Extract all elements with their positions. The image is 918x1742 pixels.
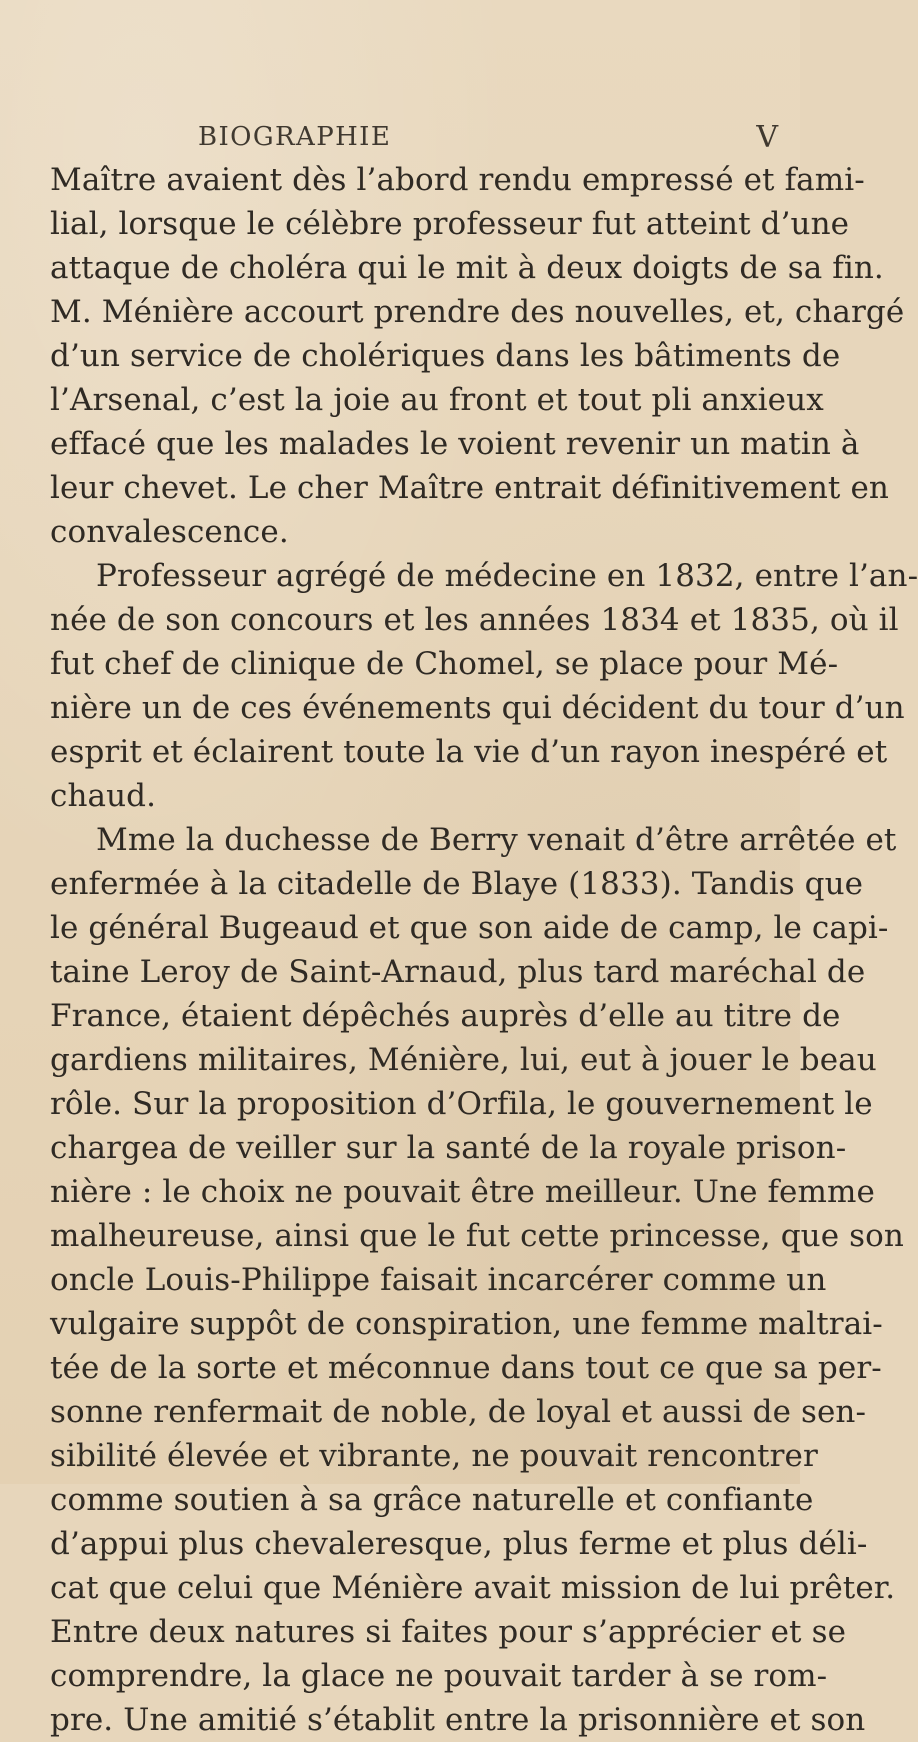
text-line: gardiens militaires, Ménière, lui, eut à jouer le beau [50, 1042, 877, 1078]
running-head [0, 120, 800, 155]
text-line: malheureuse, ainsi que le fut cette princesse, que son [50, 1218, 904, 1254]
text-line: M. Ménière accourt prendre des nouvelles, et, chargé [50, 294, 905, 330]
running-title: BIOGRAPHIE [198, 122, 392, 152]
text-line: chargea de veiller sur la santé de la royale prison- [50, 1130, 847, 1166]
text-line: leur chevet. Le cher Maître entrait définitivement en [50, 470, 889, 506]
text-line: Maître avaient dès l’abord rendu empressé et fami- [50, 162, 865, 198]
text-line: pre. Une amitié s’établit entre la prisonnière et son [50, 1702, 866, 1738]
text-line: attaque de choléra qui le mit à deux doigts de sa fin. [50, 250, 884, 286]
text-line: lial, lorsque le célèbre professeur fut atteint d’une [50, 206, 850, 242]
text-line: fut chef de clinique de Chomel, se place pour Mé- [50, 646, 839, 682]
text-line: cat que celui que Ménière avait mission de lui prêter. [50, 1570, 896, 1606]
text-line: France, étaient dépêchés auprès d’elle au titre de [50, 998, 841, 1034]
text-line: Entre deux natures si faites pour s’apprécier et se [50, 1614, 847, 1650]
text-line: tée de la sorte et méconnue dans tout ce que sa per- [50, 1350, 882, 1386]
page-number: V [756, 120, 778, 155]
text-line: d’appui plus chevaleresque, plus ferme et plus déli- [50, 1526, 868, 1562]
text-line: comprendre, la glace ne pouvait tarder à se rom- [50, 1658, 828, 1694]
text-line: chaud. [50, 778, 157, 814]
text-line: taine Leroy de Saint-Arnaud, plus tard maréchal de [50, 954, 866, 990]
text-line: le général Bugeaud et que son aide de camp, le capi- [50, 910, 889, 946]
text-line: Professeur agrégé de médecine en 1832, entre l’an- [96, 558, 918, 594]
text-line: sonne renfermait de noble, de loyal et aussi de sen- [50, 1394, 867, 1430]
text-line: rôle. Sur la proposition d’Orfila, le gouvernement le [50, 1086, 873, 1122]
text-line: enfermée à la citadelle de Blaye (1833). Tandis que [50, 866, 864, 902]
text-line: effacé que les malades le voient revenir un matin à [50, 426, 860, 462]
text-line: Mme la duchesse de Berry venait d’être arrêtée et [96, 822, 897, 858]
body-text [50, 158, 918, 1742]
text-line: née de son concours et les années 1834 et 1835, où il [50, 602, 899, 638]
text-line: nière un de ces événements qui décident du tour d’un [50, 690, 905, 726]
text-line: d’un service de cholériques dans les bâtiments de [50, 338, 841, 374]
text-line: esprit et éclairent toute la vie d’un rayon inespéré et [50, 734, 888, 770]
text-line: nière : le choix ne pouvait être meilleur. Une femme [50, 1174, 875, 1210]
text-line: l’Arsenal, c’est la joie au front et tout pli anxieux [50, 382, 824, 418]
text-line: convalescence. [50, 514, 289, 550]
text-line: vulgaire suppôt de conspiration, une femme maltrai- [50, 1306, 883, 1342]
text-line: oncle Louis-Philippe faisait incarcérer comme un [50, 1262, 827, 1298]
text-line: sibilité élevée et vibrante, ne pouvait rencontrer [50, 1438, 818, 1474]
text-line: comme soutien à sa grâce naturelle et confiante [50, 1482, 814, 1518]
